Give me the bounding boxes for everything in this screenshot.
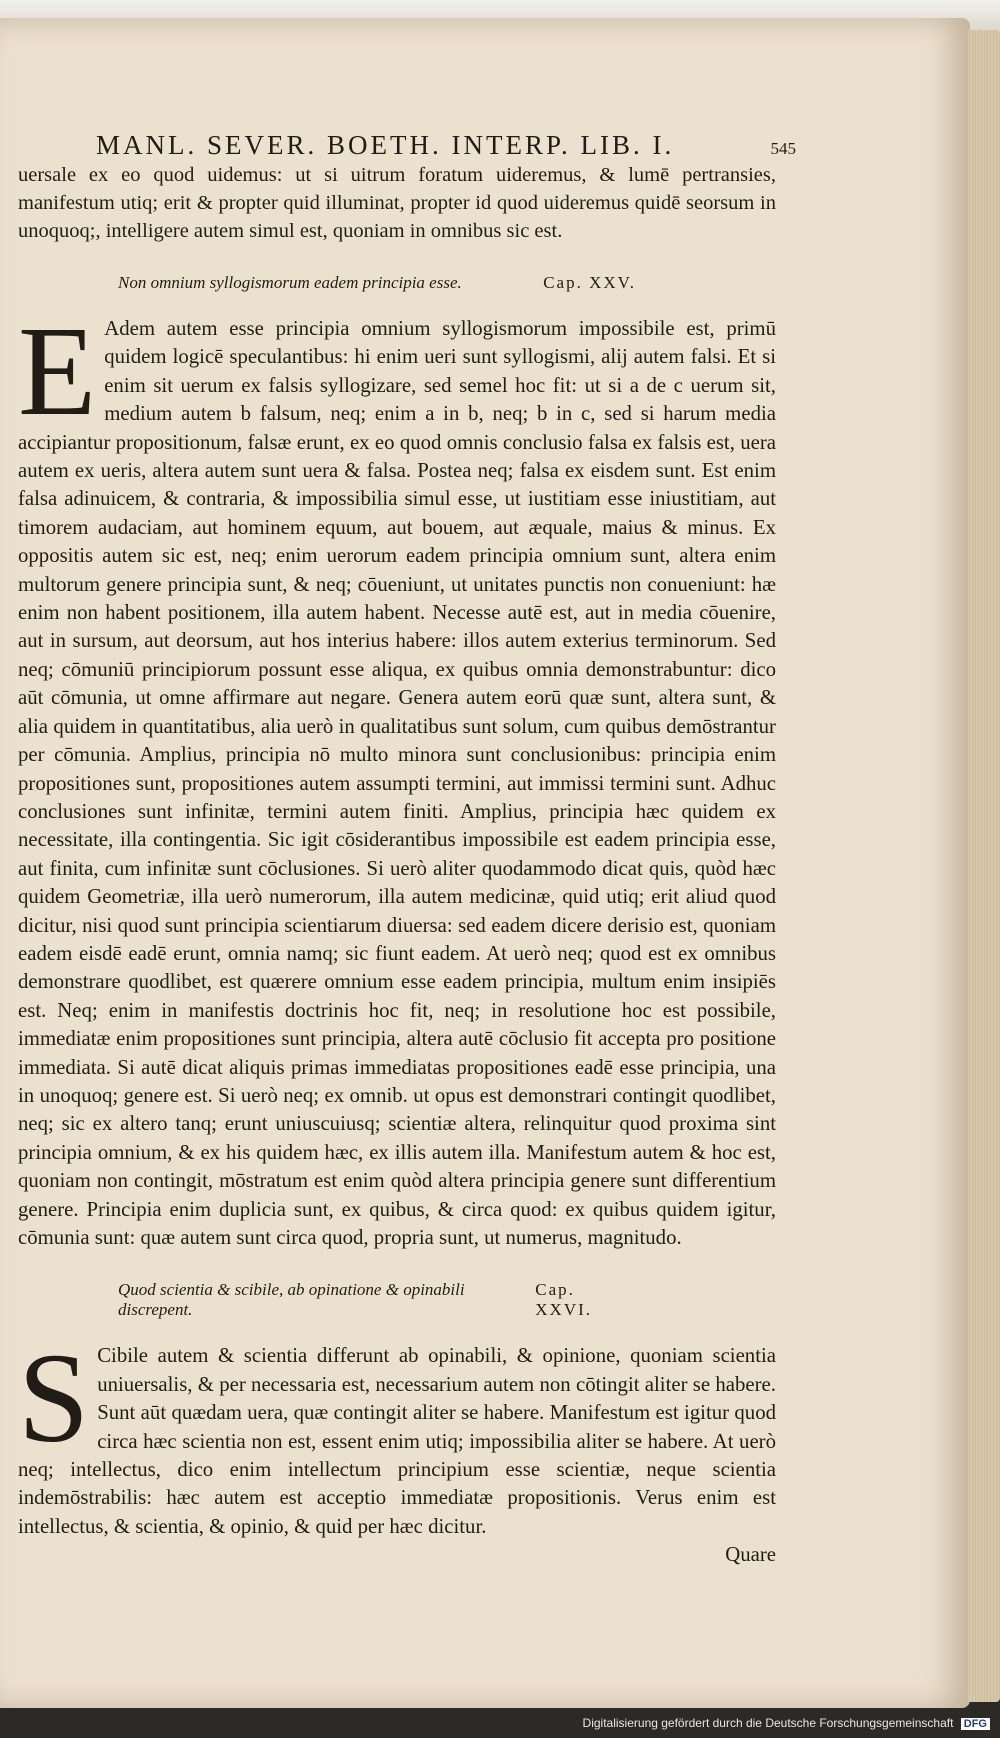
chapter-25-title: Non omnium syllogismorum eadem principia esse. xyxy=(118,273,462,292)
running-title: MANL. SEVER. BOETH. INTERP. LIB. I. xyxy=(96,130,675,160)
chapter-25-body xyxy=(18,300,776,1252)
page-number: 545 xyxy=(770,139,796,158)
chapter-25-heading xyxy=(118,273,636,293)
intro-paragraph: uersale ex eo quod uidemus: ut si uitrum foratum uideremus, & lumē pertransies, manifestum utiq; erit & propter quid illuminat, propter id quod uideremus quidē seorsum in unoquoq;, intelligere autem simul est, quoniam in omnibus sic est. xyxy=(18,164,776,242)
running-head xyxy=(96,130,796,161)
page-fore-edge xyxy=(968,30,1000,1702)
credit-text: Digitalisierung gefördert durch die Deutsche Forschungsgemeinschaft xyxy=(582,1716,954,1730)
digitization-credit xyxy=(520,1716,990,1730)
dfg-logo: DFG xyxy=(961,1718,990,1730)
chapter-26-title: Quod scientia & scibile, ab opinatione & opinabili discrepent. xyxy=(118,1280,465,1320)
chapter-25-text: Adem autem esse principia omnium syllogismorum impossibile est, primū quidem logicē speculantibus: hi enim ueri sunt syllogismi, alij autem falsi. Et si enim sit uerum ex falsis syllogizare, sed semel hoc fit: ut si a de c uerum sit, medium autem b falsum, neq; enim a in b, neq; b in c, sed si harum media accipiantur propositionum, falsæ erunt, ex eo quod omnis conclusio falsa ex falsis est, uera autem ex ueris, altera autem sunt uera & falsa. Postea neq; falsa ex eisdem sunt. Est enim falsa adinuicem, & contraria, & impossibilia simul esse, ut iustitiam esse iniustitiam, aut timorem audaciam, aut hominem equum, aut bouem, aut æquale, maius & minus. Ex oppositis autem sic est, neq; enim uerorum eadem principia omnium sunt, altera enim multorum genere principia sunt, & neq; cōueniunt, ut unitates punctis non conueniunt: hæ enim non habent positionem, illa autem habent. Necesse autē est, aut in media cōuenire, aut in sursum, aut deorsum, aut hos interius habere: illos autem exterius terminorum. Sed neq; cōmuniū principiorum possunt esse aliqua, ex quibus omnia demonstrabuntur: dico aūt cōmunia, ut omne affirmare aut negare. Genera autem eorū quæ sunt, altera sunt, & alia quidem in quantitatibus, alia uerò in qualitatibus sunt solum, cum quibus demōstrantur per cōmunia. Amplius, principia nō multo minora sunt conclusionibus: principia enim propositiones sunt, propositiones autem assumpti termini, aut immissi termini sunt. Adhuc conclusiones sunt infinitæ, termini autem finiti. Amplius, principia hæc quidem ex necessitate, illa contingentia. Sic igit cōsiderantibus impossibile est eadem principia esse, aut finita, cum infinitæ sunt cōclusiones. Si uerò aliter quodammodo dicat quis, quòd hæc quidem Geometriæ, illa uerò numerorum, illa autem medicinæ, quid utiq; erit aliud quod dicitur, nisi quod sunt principia scientiarum diuersa: sed eadem dicere derisio est, quoniam eadem eisdē eadē erunt, omnia namq; sic fiunt eadem. At uerò neq; quod est ex omnibus demonstrare quodlibet, est quærere omnium esse eadem principia, multum enim insipiēs est. Neq; enim in manifestis doctrinis hoc fit, neq; in resolutione hoc est possibile, immediatæ enim propositiones sunt principia, altera autē cōclusio fit accepta pro positione immediata. Si autē dicat aliquis primas immediatas propositiones eadē esse principia, una in unoquoq; genere est. Si uerò neq; ex omnib. ut opus est demonstrari contingit quodlibet, neq; sic ex altero tanq; erunt uniuscuiusq; scientiæ altera, relinquitur quod proxima sint principia omnium, & ex his quidem hæc, ex illis autem illa. Manifestum autem & hoc est, quoniam non contingit, mōstratum est enim quòd altera principia genere sunt differentium genere. Principia enim duplicia sunt, ex quibus, & circa quod: ex quibus quidem igitur, cōmunia sunt: quæ autem sunt circa quod, propria sunt, ut numerus, magnitudo. xyxy=(18,317,776,1249)
chapter-25-number: Cap. XXV. xyxy=(543,273,636,292)
chapter-26-heading xyxy=(118,1280,636,1320)
page-content xyxy=(18,130,796,1567)
drop-cap-e: E xyxy=(18,300,97,442)
catchword: Quare xyxy=(725,1543,776,1567)
chapter-26-body xyxy=(18,1327,776,1541)
chapter-26-text: Cibile autem & scientia differunt ab opinabili, & opinione, quoniam scientia uniuersalis, & per necessaria est, necessarium autem non cōtingit aliter se habere. Sunt aūt quædam uera, quæ contingit aliter se habere. Manifestum est igitur quod circa hæc scientia non est, essent enim utiq; impossibilia aliter se habere. At uerò neq; intellectus, dico enim intellectum principium esse scientiæ, neque scientia indemōstrabilis: hæc autem est acceptio immediatæ propositionis. Verus enim est intellectus, & scientia, & opinio, & quid per hæc dicitur. xyxy=(18,1344,776,1538)
chapter-26-number: Cap. XXVI. xyxy=(535,1280,593,1320)
drop-cap-s: S xyxy=(18,1327,90,1470)
